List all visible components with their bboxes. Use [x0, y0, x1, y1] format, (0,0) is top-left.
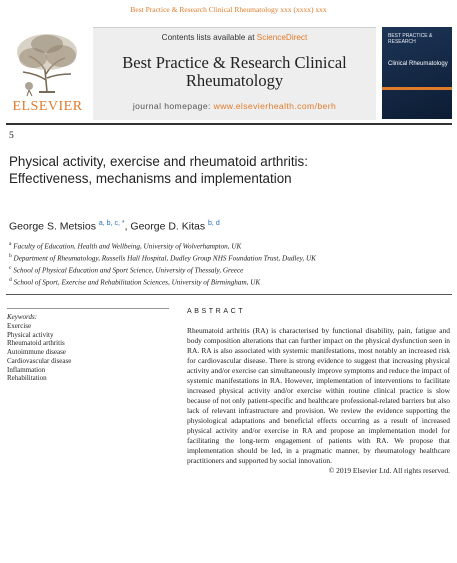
affiliation-mark: a [9, 241, 12, 247]
affiliation-text: School of Sport, Exercise and Rehabilitation Sciences, University of Birmingham, UK [13, 278, 261, 287]
journal-masthead [6, 27, 452, 119]
author-name[interactable]: George D. Kitas [130, 220, 206, 233]
article-number: 5 [9, 131, 14, 141]
affiliation-text: Faculty of Education, Health and Wellbeing, University of Wolverhampton, UK [13, 242, 242, 251]
section-divider [6, 294, 452, 295]
keyword-item: Cardiovascular disease [7, 356, 72, 365]
keyword-item: Exercise [7, 322, 32, 330]
keyword-item: Autoimmune disease [7, 348, 66, 357]
keyword-item: Inflammation [7, 365, 46, 374]
journal-title: Best Practice & Research Clinical Rheumatology [122, 53, 347, 90]
abstract-text: Rheumatoid arthritis (RA) is characterised by functional disability, pain, fatigue and body composition alterations that can further impact on the physical dysfunction seen in RA. RA is also associated with systemic manifestations, most notably an increased risk for cardiovascular disease. There is strong evidence to suggest that increasing physical activity and/or exercise can simultaneously improve symptoms and reduce the impact of systemic manifestations in RA. However, implementation of interventions to facilitate increased physical activity and/or exercise within routine clinical practice is slow because of not only patient-specific and healthcare professional-related barriers but also lack of relevant infrastructure and provision. We review the evidence supporting the physiological adaptations and beneficial effects occurring as a result of increased physical activity and/or exercise in RA and propose an implementation model for facilitating the long-term engagement of patients with RA. We propose that implementation should be led, in a pragmatic manner, by rheumatology healthcare practitioners and supported by social innovation. [187, 326, 450, 465]
keyword-list [7, 322, 169, 383]
affiliation-item [9, 252, 449, 264]
running-head: Best Practice & Research Clinical Rheumatology xxx (xxxx) xxx [130, 5, 327, 14]
publisher-name: ELSEVIER [12, 99, 83, 114]
contents-prefix: Contents lists available at [161, 33, 257, 42]
cover-title: Clinical Rheumatology [388, 61, 448, 67]
affiliation-item [9, 240, 449, 252]
keyword-item: Rheumatoid arthritis [7, 339, 65, 348]
masthead-divider [6, 123, 452, 125]
homepage-prefix: journal homepage: [132, 101, 214, 111]
journal-cover-image [382, 27, 452, 119]
author-affiliation-marks[interactable]: b, d [208, 220, 220, 227]
author-separator: , [124, 220, 131, 233]
keyword-item: Physical activity [7, 330, 54, 339]
tree-emblem-icon [9, 30, 85, 98]
sciencedirect-link[interactable]: ScienceDirect [256, 33, 308, 42]
author-list [9, 220, 220, 233]
homepage-link[interactable]: www.elsevierhealth.com/berh [213, 101, 337, 111]
abstract-heading: ABSTRACT [187, 308, 246, 315]
journal-info-box [93, 27, 376, 120]
homepage-line [93, 101, 376, 111]
keyword-item: Rehabilitation [7, 374, 47, 383]
affiliation-text: School of Physical Education and Sport Science, University of Thessaly, Greece [13, 266, 244, 275]
author-name[interactable]: George S. Metsios [9, 220, 96, 233]
affiliation-list [9, 240, 449, 288]
info-divider [7, 308, 169, 309]
abstract-column [187, 308, 450, 476]
keywords-label: Keywords: [7, 313, 38, 321]
affiliation-item [9, 276, 449, 288]
affiliation-item [9, 264, 449, 276]
cover-stripe [382, 87, 452, 90]
affiliation-mark: d [9, 276, 12, 283]
contents-line [93, 33, 376, 42]
article-info-column [7, 308, 169, 383]
cover-label: BEST PRACTICE & RESEARCH [388, 33, 433, 45]
copyright-notice: © 2019 Elsevier Ltd. All rights reserved. [328, 466, 450, 475]
article-title: Physical activity, exercise and rheumatoid arthritis: Effectiveness, mechanisms and implementation [9, 154, 308, 186]
author-affiliation-marks[interactable]: a, b, c, * [98, 220, 125, 227]
affiliation-mark: c [9, 264, 12, 271]
affiliation-mark: b [9, 252, 12, 259]
affiliation-text: Department of Rheumatology, Russells Hall Hospital, Dudley Group NHS Foundation Trust, Dudley, UK [13, 254, 316, 263]
elsevier-logo [6, 27, 89, 119]
